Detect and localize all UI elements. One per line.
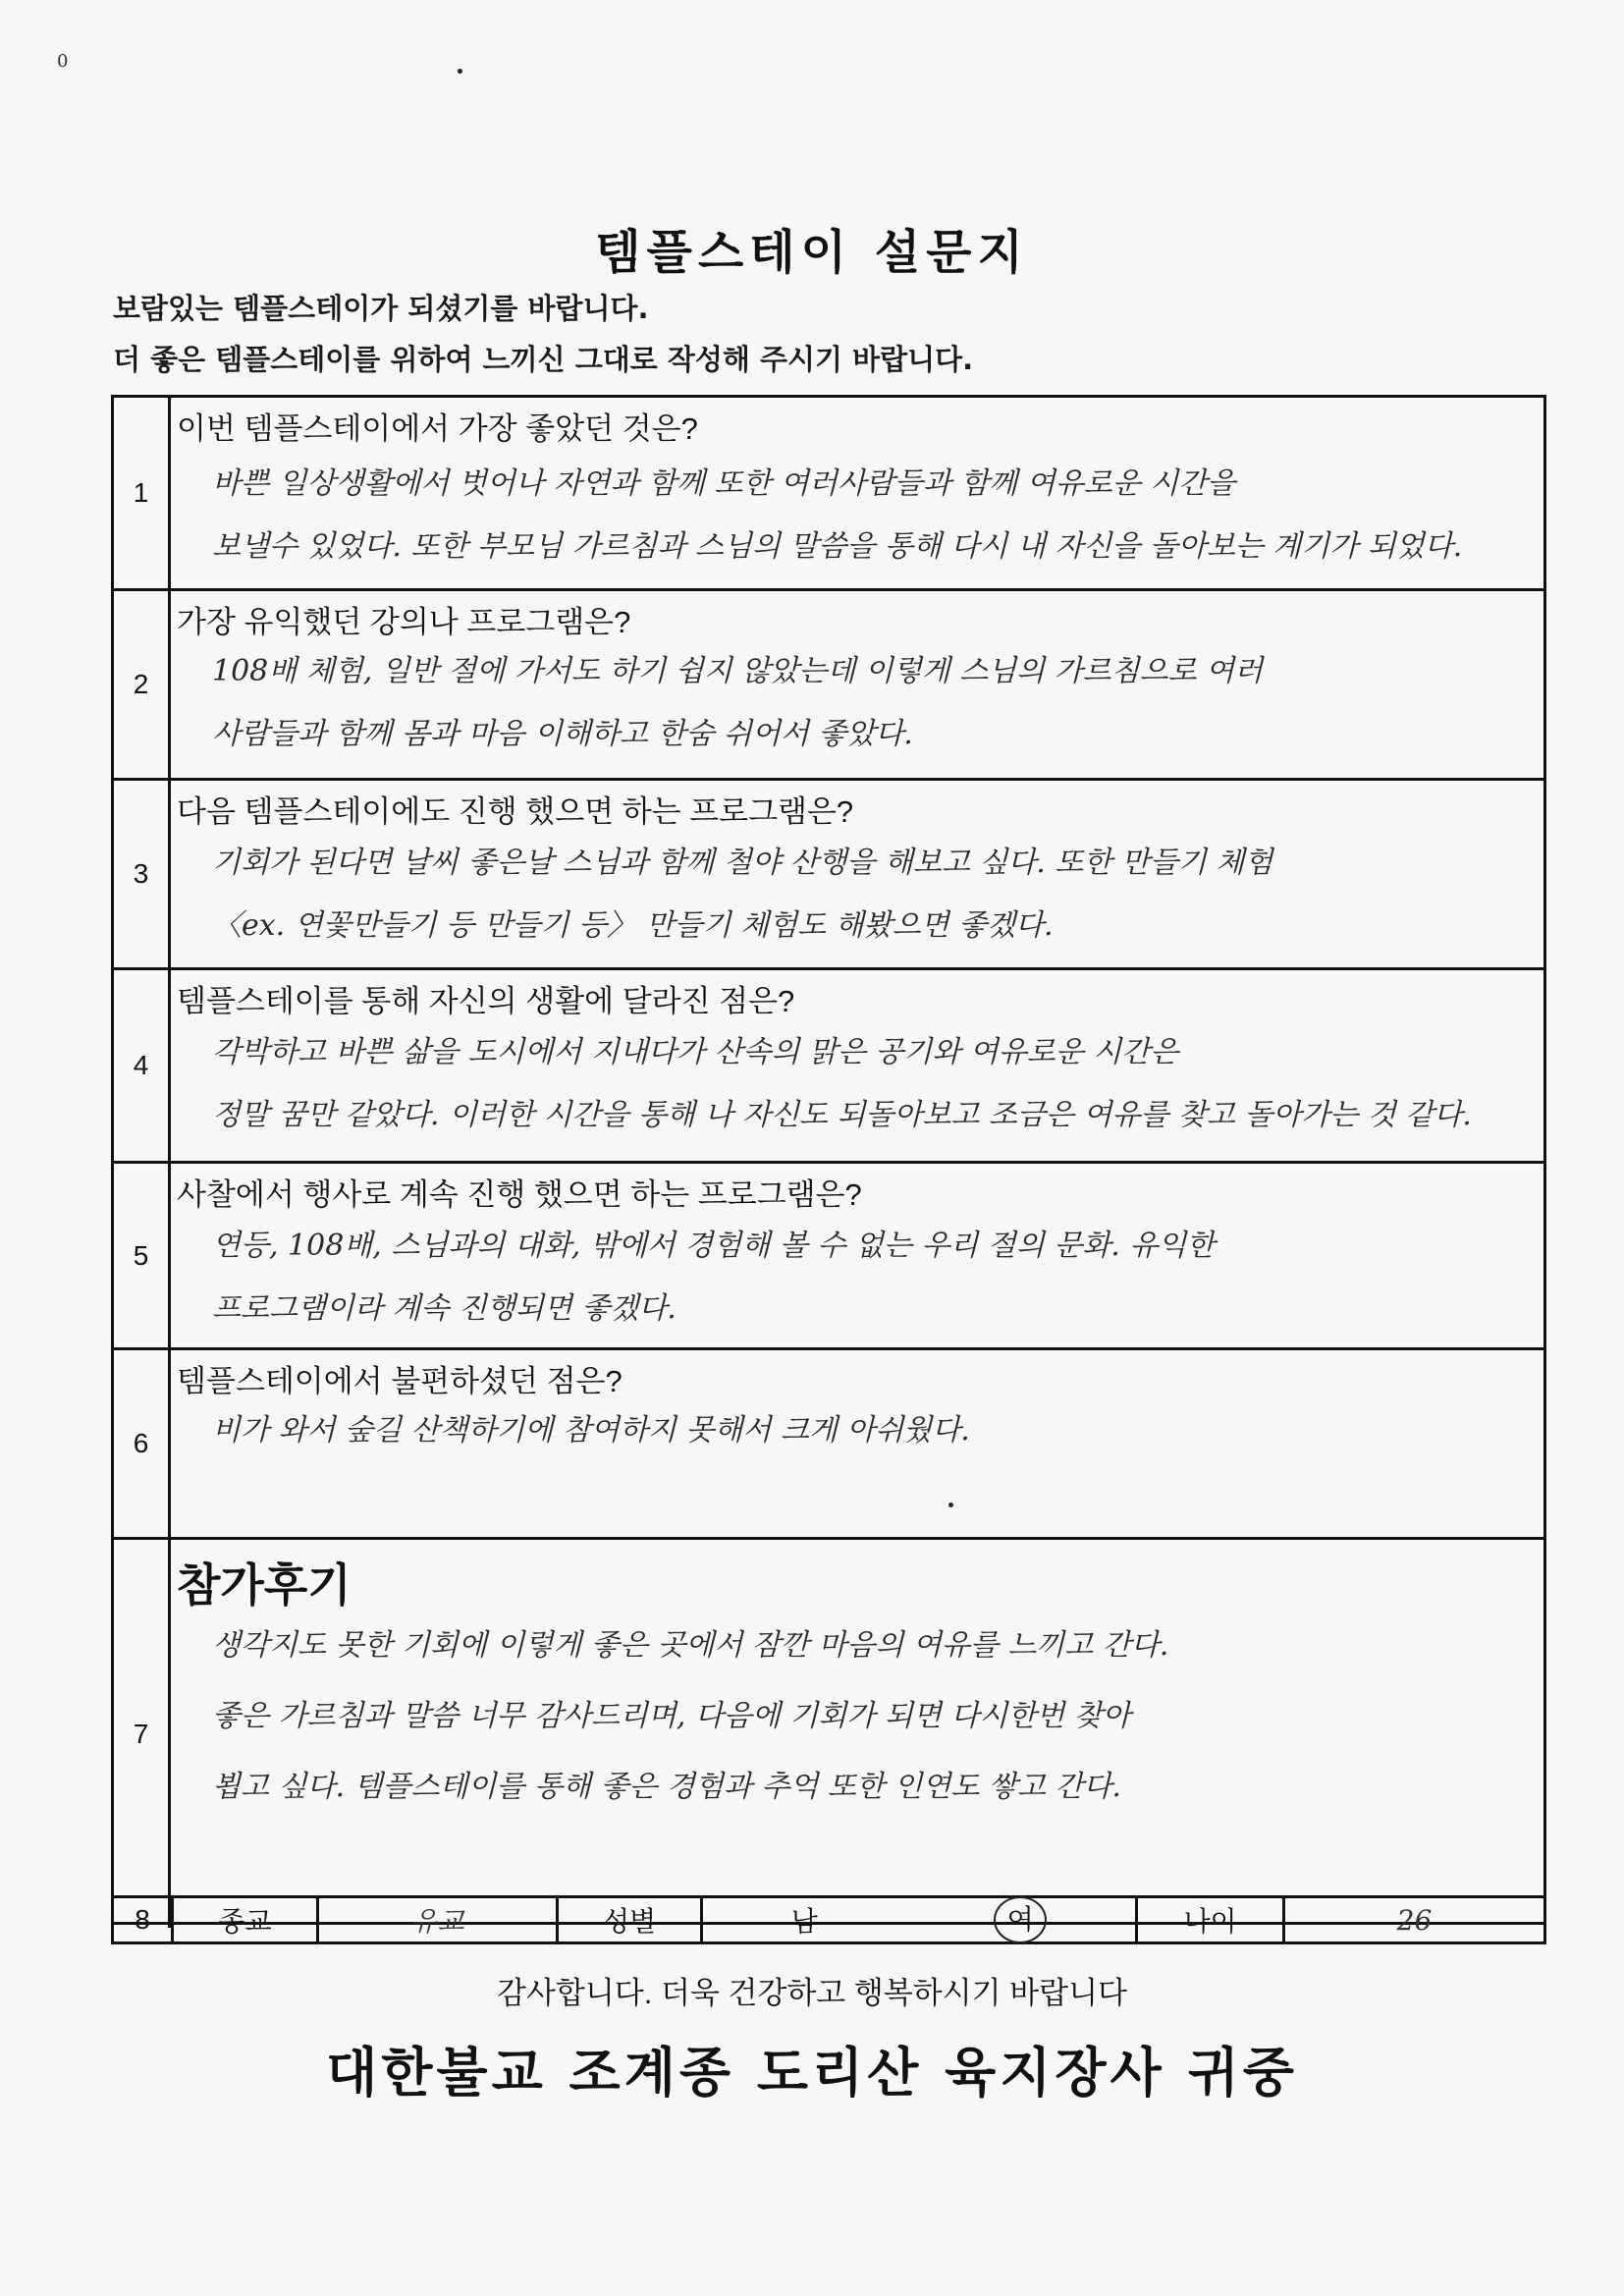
answer-line: 사람들과 함께 몸과 마음 이해하고 한숨 쉬어서 좋았다. [212, 717, 913, 751]
age-label: 나이 [1138, 1898, 1285, 1941]
question-text: 참가후기 [177, 1559, 352, 1611]
gender-options [703, 1898, 1138, 1941]
gender-label: 성별 [559, 1898, 703, 1941]
question-number: 7 [114, 1540, 171, 1928]
question-number: 6 [114, 1350, 171, 1537]
question-row [114, 781, 1543, 970]
question-number: 3 [114, 781, 171, 967]
organization-name: 대한불교 조계종 도리산 육지장사 귀중 [326, 2042, 1298, 2104]
thanks-text: 감사합니다. 더욱 건강하고 행복하시기 바랍니다 [497, 1976, 1127, 2010]
row-number: 8 [114, 1898, 174, 1941]
corner-mark: 0 [57, 51, 69, 72]
answer-line: 연등, 108배, 스님과의 대화, 밖에서 경험해 볼 수 없는 우리 절의 문화. 유익한 [212, 1229, 1216, 1263]
question-row [114, 1350, 1543, 1540]
question-number: 4 [114, 970, 171, 1161]
question-row [114, 1164, 1543, 1350]
intro-line: 보람있는 템플스테이가 되셨기를 바랍니다. [113, 292, 649, 325]
question-number: 1 [114, 398, 171, 588]
question-text: 가장 유익했던 강의나 프로그램은? [177, 605, 631, 639]
answer-line: 보낼수 있었다. 또한 부모님 가르침과 스님의 말씀을 통해 다시 내 자신을 돌아보는 계기가 되었다. [212, 529, 1463, 564]
answer-line: 비가 와서 숲길 산책하기에 참여하지 못해서 크게 아쉬웠다. [212, 1413, 970, 1448]
survey-table [111, 395, 1546, 1925]
religion-label: 종교 [174, 1898, 319, 1941]
gender-female-circled: 여 [994, 1896, 1047, 1943]
question-row [114, 398, 1543, 591]
answer-line: 108배 체험, 일반 절에 가서도 하기 쉽지 않았는데 이렇게 스님의 가르침으로 여러 [212, 654, 1264, 688]
intro-line: 더 좋은 템플스테이를 위하여 느끼신 그대로 작성해 주시기 바랍니다. [113, 343, 974, 376]
question-text: 템플스테이를 통해 자신의 생활에 달라진 점은? [177, 984, 795, 1018]
respondent-info-table [111, 1895, 1546, 1944]
question-row [114, 591, 1543, 781]
answer-line: 바쁜 일상생활에서 벗어나 자연과 함께 또한 여러사람들과 함께 여유로운 시간을 [212, 466, 1236, 501]
religion-value: 유교 [319, 1898, 559, 1941]
answer-line: 프로그램이라 계속 진행되면 좋겠다. [212, 1291, 677, 1326]
answer-line: 정말 꿈만 같았다. 이러한 시간을 통해 나 자신도 되돌아보고 조금은 여유를 찾고 돌아가는 것 같다. [212, 1098, 1472, 1132]
speck [458, 69, 462, 74]
question-row [114, 1540, 1543, 1928]
answer-line: 기회가 된다면 날씨 좋은날 스님과 함께 철야 산행을 해보고 싶다. 또한 만들기 체험 [212, 846, 1273, 880]
answer-line: 〈ex. 연꽃만들기 등 만들기 등〉 만들기 체험도 해봤으면 좋겠다. [212, 908, 1054, 943]
answer-line: 뵙고 싶다. 템플스테이를 통해 좋은 경험과 추억 또한 인연도 쌓고 간다. [212, 1770, 1121, 1804]
question-text: 사찰에서 행사로 계속 진행 했으면 하는 프로그램은? [177, 1177, 862, 1212]
answer-line: 각박하고 바쁜 삶을 도시에서 지내다가 산속의 맑은 공기와 여유로운 시간은 [212, 1035, 1179, 1069]
question-number: 5 [114, 1164, 171, 1347]
answer-line: 좋은 가르침과 말씀 너무 감사드리며, 다음에 기회가 되면 다시한번 찾아 [212, 1699, 1131, 1733]
question-text: 이번 템플스테이에서 가장 좋았던 것은? [177, 411, 698, 446]
intro-text [113, 283, 973, 385]
gender-male: 남 [790, 1906, 818, 1937]
answer-line: 생각지도 못한 기회에 이렇게 좋은 곳에서 잠깐 마음의 여유를 느끼고 간다. [212, 1628, 1169, 1663]
age-value: 26 [1396, 1903, 1433, 1937]
question-row [114, 970, 1543, 1164]
page-title: 템플스테이 설문지 [595, 225, 1029, 280]
speck [948, 1503, 953, 1507]
question-number: 2 [114, 591, 171, 778]
question-text: 템플스테이에서 불편하셨던 점은? [177, 1364, 623, 1398]
question-text: 다음 템플스테이에도 진행 했으면 하는 프로그램은? [177, 794, 854, 829]
